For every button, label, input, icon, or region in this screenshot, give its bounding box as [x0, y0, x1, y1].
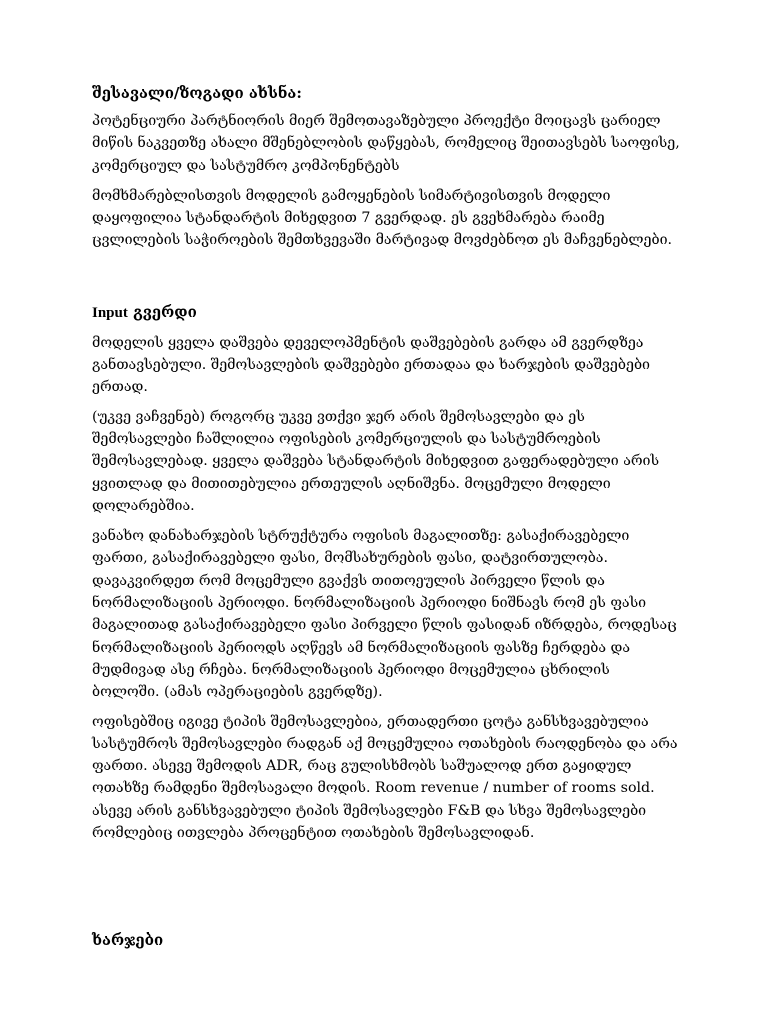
input-paragraph-2: (უკვე ვაჩვენებ) როგორც უკვე ვთქვი ჯერ არის შემოსავლები და ეს შემოსავლები ჩაშლილია ოფისების კომერციულის და სასტუმროების შემოსავლებად. ყველა დაშვება სტანდარტის მიხედვით გაფერადებული არის ყვითლად და მითითებულია ერთეულის აღნიშვნა. მოცემული მოდელი დოლარებშია. [92, 408, 660, 514]
intro-heading: შესავალი/ზოგადი ახსნა: [92, 84, 302, 102]
input-paragraph-3: ვანახო დანახარჯების სტრუქტურა ოფისის მაგალითზე: გასაქირავებელი ფართი, გასაქირავებელი ფასი, მომსახურების ფასი, დატვირთულობა. დავაკვირდეთ რომ მოცემული გვაქვს თითოეულის პირველი წლის და ნორმალიზაციის პერიოდი. ნორმალიზაციის პერიოდი ნიშნავს რომ ეს ფასი მაგალითად გასაქირავებელი ფასი პირველი წლის ფასიდან იზრდება, როდესაც ნორმალიზაციის პერიოდს აღწევს ამ ნორმალიზაციის ფასზე ჩერდება და მუდმივად ასე რჩება. ნორმალიზაციის პერიოდი მოცემულია ცხრილის ბოლოში. (ამას ოპერაციების გვერდზე). [92, 528, 677, 701]
intro-paragraph-2: მომხმარებლისთვის მოდელის გამოყენების სიმარტივისთვის მოდელი დაყოფილია სტანდარტის მიხედვით 7 გვერდად. ეს გვეხმარება რაიმე ცვლილების საჭიროების შემთხვევაში მარტივად მოვძებნოთ ეს მაჩვენებლები. [92, 187, 673, 249]
document-page [92, 82, 680, 951]
input-heading-rest: გვერდი [127, 302, 197, 321]
input-paragraph-4: ოფისებშიც იგივე ტიპის შემოსავლებია, ერთადერთი ცოტა განსხვავებულია სასტუმროს შემოსავლები რადგან აქ მოცემულია ოთახების რაოდენობა და არა ფართი. ასევე შემოდის ADR, რაც გულისხმობს საშუალოდ ერთ გაყიდულ ოთახზე რამდენი შემოსავალი მოდის. Room revenue / number of rooms sold. ასევე არის განსხვავებული ტიპის შემოსავლები F&B და სხვა შემოსავლები რომლებიც ითვლება პროცენტით ოთახების შემოსავლიდან. [92, 713, 678, 842]
input-paragraph-1: მოდელის ყველა დაშვება დეველოპმენტის დაშვებების გარდა ამ გვერდზეა განთავსებული. შემოსავლების დაშვებები ერთადაა და ხარჯების დაშვებები ერთად. [92, 334, 650, 396]
input-heading-latin: Input [92, 304, 128, 321]
intro-paragraph-1: პოტენციური პარტნიორის მიერ შემოთავაზებული პროექტი მოიცავს ცარიელ მიწის ნაკვეთზე ახალი მშენებლობის დაწყებას, რომელიც შეითავსებს საოფისე, კომერციულ და სასტუმრო კომპონენტებს [92, 113, 680, 174]
expenses-heading: ხარჯები [92, 931, 164, 950]
input-page-heading [92, 301, 680, 324]
